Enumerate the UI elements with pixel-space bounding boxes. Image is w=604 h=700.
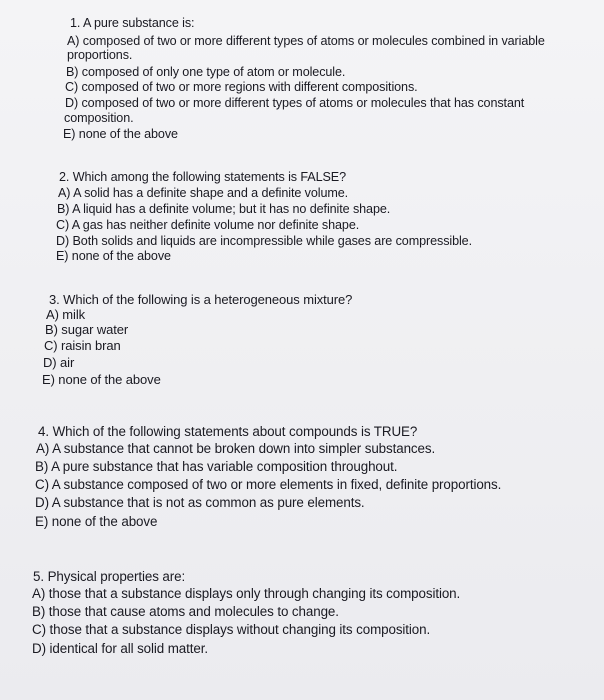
question-3-stem: 3. Which of the following is a heterogeneous mixture? (49, 292, 353, 307)
question-3-option-a: A) milk (46, 307, 86, 322)
question-3-option-e: E) none of the above (42, 372, 161, 387)
question-4-option-c: C) A substance composed of two or more elements in fixed, definite proportions. (35, 477, 502, 492)
question-2-option-b: B) A liquid has a definite volume; but it has no definite shape. (57, 202, 391, 216)
question-5-stem: 5. Physical properties are: (33, 569, 186, 584)
question-1-option-e: E) none of the above (63, 127, 178, 141)
question-2-stem: 2. Which among the following statements is FALSE? (59, 170, 347, 184)
question-5-option-d: D) identical for all solid matter. (32, 641, 208, 656)
question-4-option-d: D) A substance that is not as common as pure elements. (35, 495, 365, 510)
question-1-option-c: C) composed of two or more regions with different compositions. (65, 80, 418, 94)
question-1-option-a: A) composed of two or more different types of atoms or molecules combined in variable (67, 34, 545, 48)
question-3-option-b: B) sugar water (45, 322, 129, 337)
question-5-option-c: C) those that a substance displays without changing its composition. (32, 622, 431, 637)
question-4-stem: 4. Which of the following statements about compounds is TRUE? (38, 424, 418, 439)
question-2-option-a: A) A solid has a definite shape and a definite volume. (58, 186, 349, 200)
question-1-option-d-cont: composition. (64, 111, 134, 125)
question-2-option-e: E) none of the above (56, 249, 171, 263)
question-1-option-d: D) composed of two or more different types of atoms or molecules that has constant (65, 96, 525, 110)
question-1-stem: 1. A pure substance is: (70, 16, 195, 30)
question-4-option-b: B) A pure substance that has variable composition throughout. (35, 459, 398, 474)
question-4-option-e: E) none of the above (35, 514, 158, 529)
question-2-option-c: C) A gas has neither definite volume nor definite shape. (56, 218, 360, 232)
question-3-option-d: D) air (43, 355, 75, 370)
question-2-option-d: D) Both solids and liquids are incompressible while gases are compressible. (56, 234, 472, 248)
question-1-option-a-cont: proportions. (67, 48, 133, 62)
question-5-option-b: B) those that cause atoms and molecules to change. (32, 604, 339, 619)
question-3-option-c: C) raisin bran (44, 338, 121, 353)
question-1-option-b: B) composed of only one type of atom or molecule. (66, 65, 346, 79)
question-5-option-a: A) those that a substance displays only through changing its composition. (32, 586, 461, 601)
question-4-option-a: A) A substance that cannot be broken down into simpler substances. (36, 441, 436, 456)
